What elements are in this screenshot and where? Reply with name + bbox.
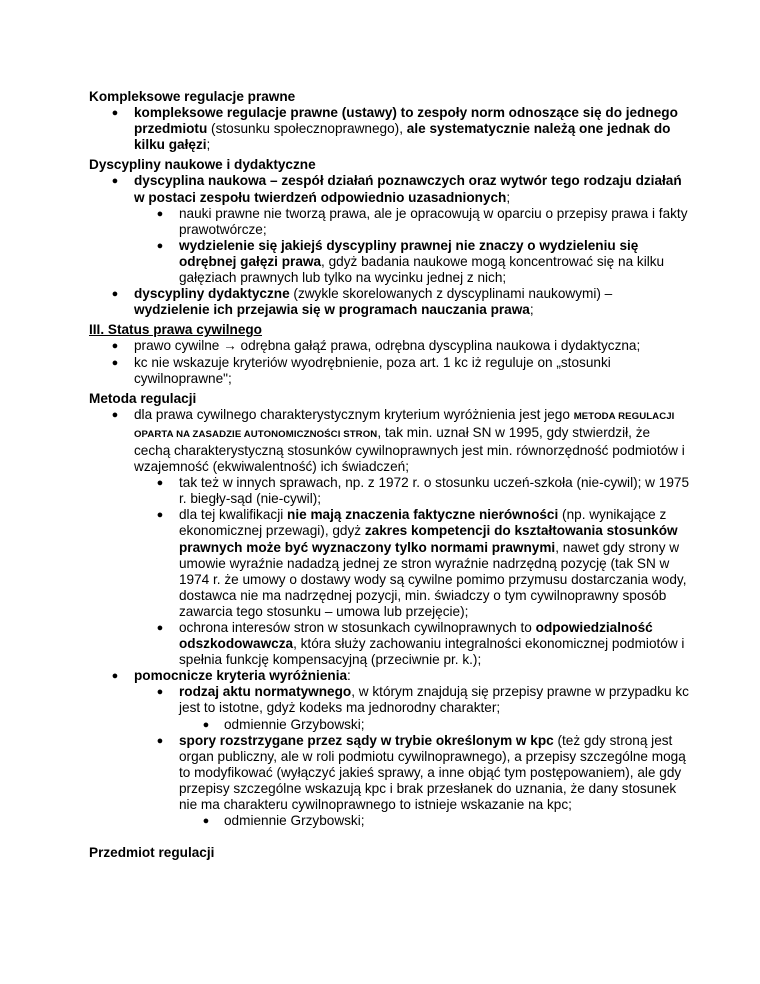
bold-text: pomocnicze kryteria wyróżnienia bbox=[134, 668, 348, 684]
list-item bbox=[89, 238, 689, 286]
body-text: odmiennie Grzybowski; bbox=[224, 813, 365, 829]
bullet-icon: ● bbox=[202, 815, 210, 828]
body-text: , nawet gdy strony w umowie wyraźnie nadadzą jednej ze stron wyraźnie nadrzędną pozycję (tak SN w 1974 r. że umowy o dostawy wody są cywilne pomimo przymusu dostarczania wody, dostawca nie ma nadrzędnej pozycji, min. świadczy o tym cywilnoprawny sposób zawarcia tego stosunku – umowa lub przejęcie); bbox=[179, 539, 687, 619]
bullet-icon: ● bbox=[156, 734, 164, 747]
bullet-icon: ● bbox=[156, 207, 164, 220]
body-text: (stosunku społecznoprawnego), bbox=[207, 121, 407, 137]
section bbox=[89, 157, 689, 318]
bullet-icon: ● bbox=[156, 477, 164, 490]
body-text: : bbox=[347, 668, 351, 684]
bullet-icon: ● bbox=[111, 175, 119, 188]
body-text: tak też w innych sprawach, np. z 1972 r. o stosunku uczeń-szkoła (nie-cywil); w 1975 r. biegły-sąd (nie-cywil); bbox=[179, 475, 690, 507]
bullet-icon: ● bbox=[156, 239, 164, 252]
body-text: nauki prawne nie tworzą prawa, ale je opracowują w oparciu o przepisy prawa i fakty prawotwórcze; bbox=[179, 205, 688, 237]
section bbox=[89, 845, 689, 861]
list-item bbox=[89, 173, 689, 205]
bold-text: wydzielenie się jakiejś dyscypliny prawnej nie znaczy o wydzieleniu się odrębnej gałęzi prawa bbox=[179, 237, 639, 269]
list-item bbox=[89, 338, 689, 354]
list-item bbox=[89, 733, 689, 813]
bold-text: dyscypliny dydaktyczne bbox=[134, 286, 290, 302]
body-text: , tak min. uznał SN w 1995, gdy stwierdził, że cechą charakterystyczną stosunków cywilnoprawnych jest min. równorzędność podmiotów i wzajemność (ekwiwalentność) ich świadczeń; bbox=[134, 424, 685, 475]
bold-text: zakres kompetencji do kształtowania stosunków prawnych może być wyznaczony tylko normami prawnymi bbox=[179, 523, 678, 555]
body-text: ; bbox=[206, 137, 211, 153]
list-item bbox=[89, 286, 689, 318]
list-item bbox=[89, 717, 689, 733]
bullet-icon: ● bbox=[156, 686, 164, 699]
body-text: kc nie wskazuje kryteriów wyodrębnienie, poza art. 1 kc iż reguluje on „stosunki cywilnoprawne"; bbox=[134, 354, 611, 386]
body-text: (też gdy stroną jest organ publiczny, ale w roli podmiotu cywilnoprawnego), a przepisy szczególne mogą to modyfikować (wyłączyć jakieś sprawy, a inne objąć tym postępowaniem), ale gdy przepisy szczególne wskazują kpc i brak przesłanek do uznania, że dany stosunek nie ma charakteru cywilnoprawnego to istnieje wskazanie na kpc; bbox=[179, 732, 686, 813]
section-heading: Przedmiot regulacji bbox=[89, 845, 215, 861]
list-item bbox=[89, 507, 689, 620]
bullet-icon: ● bbox=[202, 718, 210, 731]
bullet-list bbox=[89, 105, 689, 153]
bold-text: wydzielenie ich przejawia się w programach nauczania prawa bbox=[134, 302, 530, 318]
bold-text: odpowiedzialność odszkodowawcza bbox=[179, 620, 653, 652]
list-item bbox=[89, 620, 689, 668]
bullet-icon: ● bbox=[111, 670, 119, 683]
body-text: (np. wynikające z ekonomicznej przewagi), gdyż bbox=[179, 507, 667, 539]
bold-text: spory rozstrzygane przez sądy w trybie określonym w kpc bbox=[179, 732, 554, 748]
bold-text: rodzaj aktu normatywnego bbox=[179, 684, 352, 700]
body-text: ; bbox=[529, 302, 534, 318]
small-caps-text: METODA REGULACJI OPARTA NA ZASADZIE AUTONOMICZNOŚCI STRON bbox=[134, 410, 675, 440]
bullet-icon: ● bbox=[111, 340, 119, 353]
bullet-icon: ● bbox=[111, 288, 119, 301]
bullet-list bbox=[89, 338, 689, 386]
body-text: ; bbox=[506, 189, 511, 205]
document-page bbox=[89, 89, 689, 861]
section-heading: III. Status prawa cywilnego bbox=[89, 322, 262, 338]
body-text: dla tej kwalifikacji bbox=[179, 507, 288, 523]
body-text: , w którym znajdują się przepisy prawne w przypadku kc jest to istotne, gdyż kodeks ma jednorodny charakter; bbox=[179, 684, 689, 716]
body-text: prawo cywilne → odrębna gałąź prawa, odrębna dyscyplina naukowa i dydaktyczna; bbox=[134, 338, 641, 354]
body-text: ochrona interesów stron w stosunkach cywilnoprawnych to bbox=[179, 620, 536, 635]
bullet-list bbox=[89, 407, 689, 829]
list-item bbox=[89, 668, 689, 684]
section-heading: Kompleksowe regulacje prawne bbox=[89, 89, 296, 104]
list-item bbox=[89, 475, 689, 507]
list-item bbox=[89, 407, 689, 475]
bullet-icon: ● bbox=[111, 356, 119, 369]
bullet-list bbox=[89, 173, 689, 318]
section-heading: Dyscypliny naukowe i dydaktyczne bbox=[89, 157, 316, 173]
bold-text: kompleksowe regulacje prawne (ustawy) to zespoły norm odnoszące się do jednego przedmiotu bbox=[134, 105, 678, 137]
list-item bbox=[89, 684, 689, 716]
body-text: , gdyż badania naukowe mogą koncentrować się na kilku gałęziach prawnych lub tylko na wycinku jednej z nich; bbox=[179, 253, 665, 286]
bold-text: ale systematycznie należą one jednak do kilku gałęzi bbox=[134, 121, 671, 153]
bullet-icon: ● bbox=[156, 622, 164, 634]
section-heading: Metoda regulacji bbox=[89, 390, 197, 406]
section bbox=[89, 391, 689, 830]
body-text: dla prawa cywilnego charakterystycznym kryterium wyróżnienia jest jego bbox=[134, 406, 574, 422]
list-item bbox=[89, 355, 689, 387]
bullet-icon: ● bbox=[156, 509, 164, 522]
body-text: odmiennie Grzybowski; bbox=[224, 716, 365, 732]
section bbox=[89, 322, 689, 386]
section bbox=[89, 89, 689, 153]
bold-text: dyscyplina naukowa – zespół działań poznawczych oraz wytwór tego rodzaju działań w postaci zespołu twierdzeń odpowiednio uzasadnionych bbox=[134, 173, 682, 205]
body-text: , która służy zachowaniu integralności ekonomicznej podmiotów i spełnia funkcję kompensacyjną (przeciwnie pr. k.); bbox=[179, 636, 685, 668]
list-item bbox=[89, 206, 689, 238]
bold-text: nie mają znaczenia faktyczne nierówności bbox=[287, 507, 559, 523]
body-text: (zwykle skorelowanych z dyscyplinami naukowymi) – bbox=[289, 286, 613, 302]
list-item bbox=[89, 105, 689, 153]
bullet-icon: ● bbox=[111, 408, 119, 421]
bullet-icon: ● bbox=[111, 107, 119, 120]
list-item bbox=[89, 813, 689, 829]
